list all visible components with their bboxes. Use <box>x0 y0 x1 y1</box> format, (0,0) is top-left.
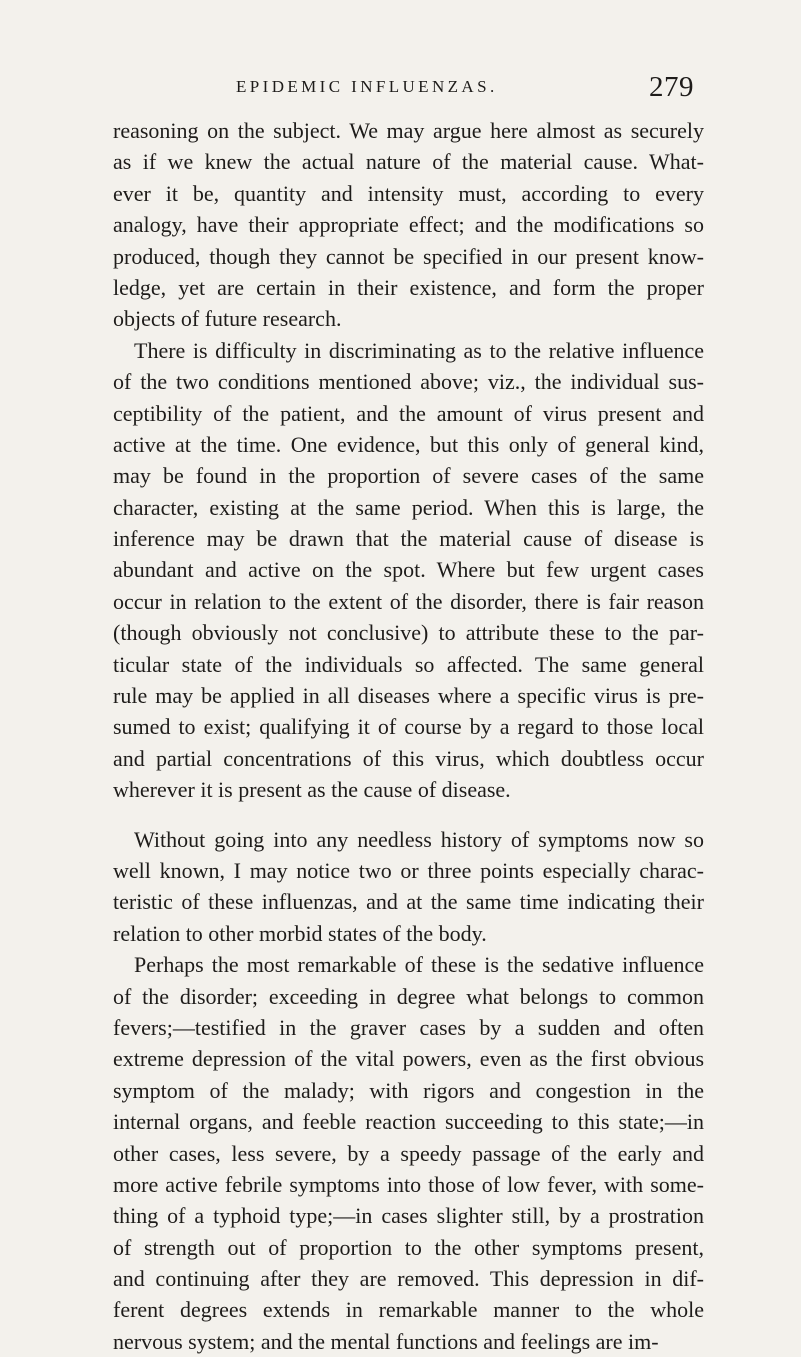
text-line: There is difficulty in discriminating as to the relative influence <box>134 337 704 363</box>
text-line: wherever it is present as the cause of disease. <box>113 777 511 803</box>
text-line: occur in relation to the extent of the disorder, there is fair reason <box>113 588 704 614</box>
text-line: nervous system; and the mental functions and feelings are im- <box>113 1328 659 1354</box>
text-line: internal organs, and feeble reaction succeeding to this state;—in <box>113 1109 704 1135</box>
body-text <box>113 115 704 1357</box>
text-line: teristic of these influenzas, and at the same time indicating their <box>113 889 704 915</box>
paragraph <box>113 824 704 950</box>
paragraph <box>113 335 704 806</box>
text-line: as if we knew the actual nature of the material cause. What- <box>113 149 704 175</box>
text-line: of the two conditions mentioned above; viz., the individual sus- <box>113 369 704 395</box>
text-line: objects of future research. <box>113 306 342 332</box>
text-line: reasoning on the subject. We may argue here almost as securely <box>113 118 704 143</box>
text-line: produced, though they cannot be specified in our present know- <box>113 243 704 269</box>
text-line: of strength out of proportion to the other symptoms present, <box>113 1234 704 1260</box>
text-line: fevers;—testified in the graver cases by a sudden and often <box>113 1014 704 1040</box>
text-line: more active febrile symptoms into those of low fever, with some- <box>113 1171 704 1197</box>
text-line: well known, I may notice two or three points especially charac- <box>113 857 704 883</box>
text-line: may be found in the proportion of severe cases of the same <box>113 463 704 489</box>
running-head <box>0 73 801 103</box>
page-number: 279 <box>649 71 694 103</box>
text-line: inference may be drawn that the material cause of disease is <box>113 526 704 552</box>
text-line: other cases, less severe, by a speedy passage of the early and <box>113 1140 704 1166</box>
text-line: abundant and active on the spot. Where but few urgent cases <box>113 557 704 583</box>
text-line: thing of a typhoid type;—in cases slighter still, by a prostration <box>113 1203 704 1229</box>
text-line: extreme depression of the vital powers, even as the first obvious <box>113 1046 704 1072</box>
text-line: of the disorder; exceeding in degree what belongs to common <box>113 983 704 1009</box>
text-line: sumed to exist; qualifying it of course by a regard to those local <box>113 714 704 740</box>
text-line: (though obviously not conclusive) to attribute these to the par- <box>113 620 704 646</box>
text-line: relation to other morbid states of the body. <box>113 920 487 946</box>
text-line: ledge, yet are certain in their existence, and form the proper <box>113 274 704 300</box>
text-line: character, existing at the same period. When this is large, the <box>113 494 704 520</box>
paragraph-gap <box>113 806 704 824</box>
text-line: symptom of the malady; with rigors and congestion in the <box>113 1077 704 1103</box>
text-line: analogy, have their appropriate effect; and the modifications so <box>113 212 704 238</box>
text-line: and partial concentrations of this virus, which doubtless occur <box>113 745 704 771</box>
text-line: ever it be, quantity and intensity must, according to every <box>113 180 704 206</box>
paragraph <box>113 115 704 335</box>
text-line: ceptibility of the patient, and the amount of virus present and <box>113 400 704 426</box>
text-line: and continuing after they are removed. This depression in dif- <box>113 1266 704 1292</box>
text-line: Without going into any needless history of symptoms now so <box>134 826 704 852</box>
running-title: EPIDEMIC INFLUENZAS. <box>236 77 498 96</box>
text-line: rule may be applied in all diseases where a specific virus is pre- <box>113 683 704 709</box>
paragraph <box>113 949 704 1357</box>
text-line: active at the time. One evidence, but this only of general kind, <box>113 431 704 457</box>
text-line: Perhaps the most remarkable of these is the sedative influence <box>134 952 704 978</box>
text-line: ferent degrees extends in remarkable manner to the whole <box>113 1297 704 1323</box>
text-line: ticular state of the individuals so affected. The same general <box>113 651 704 677</box>
